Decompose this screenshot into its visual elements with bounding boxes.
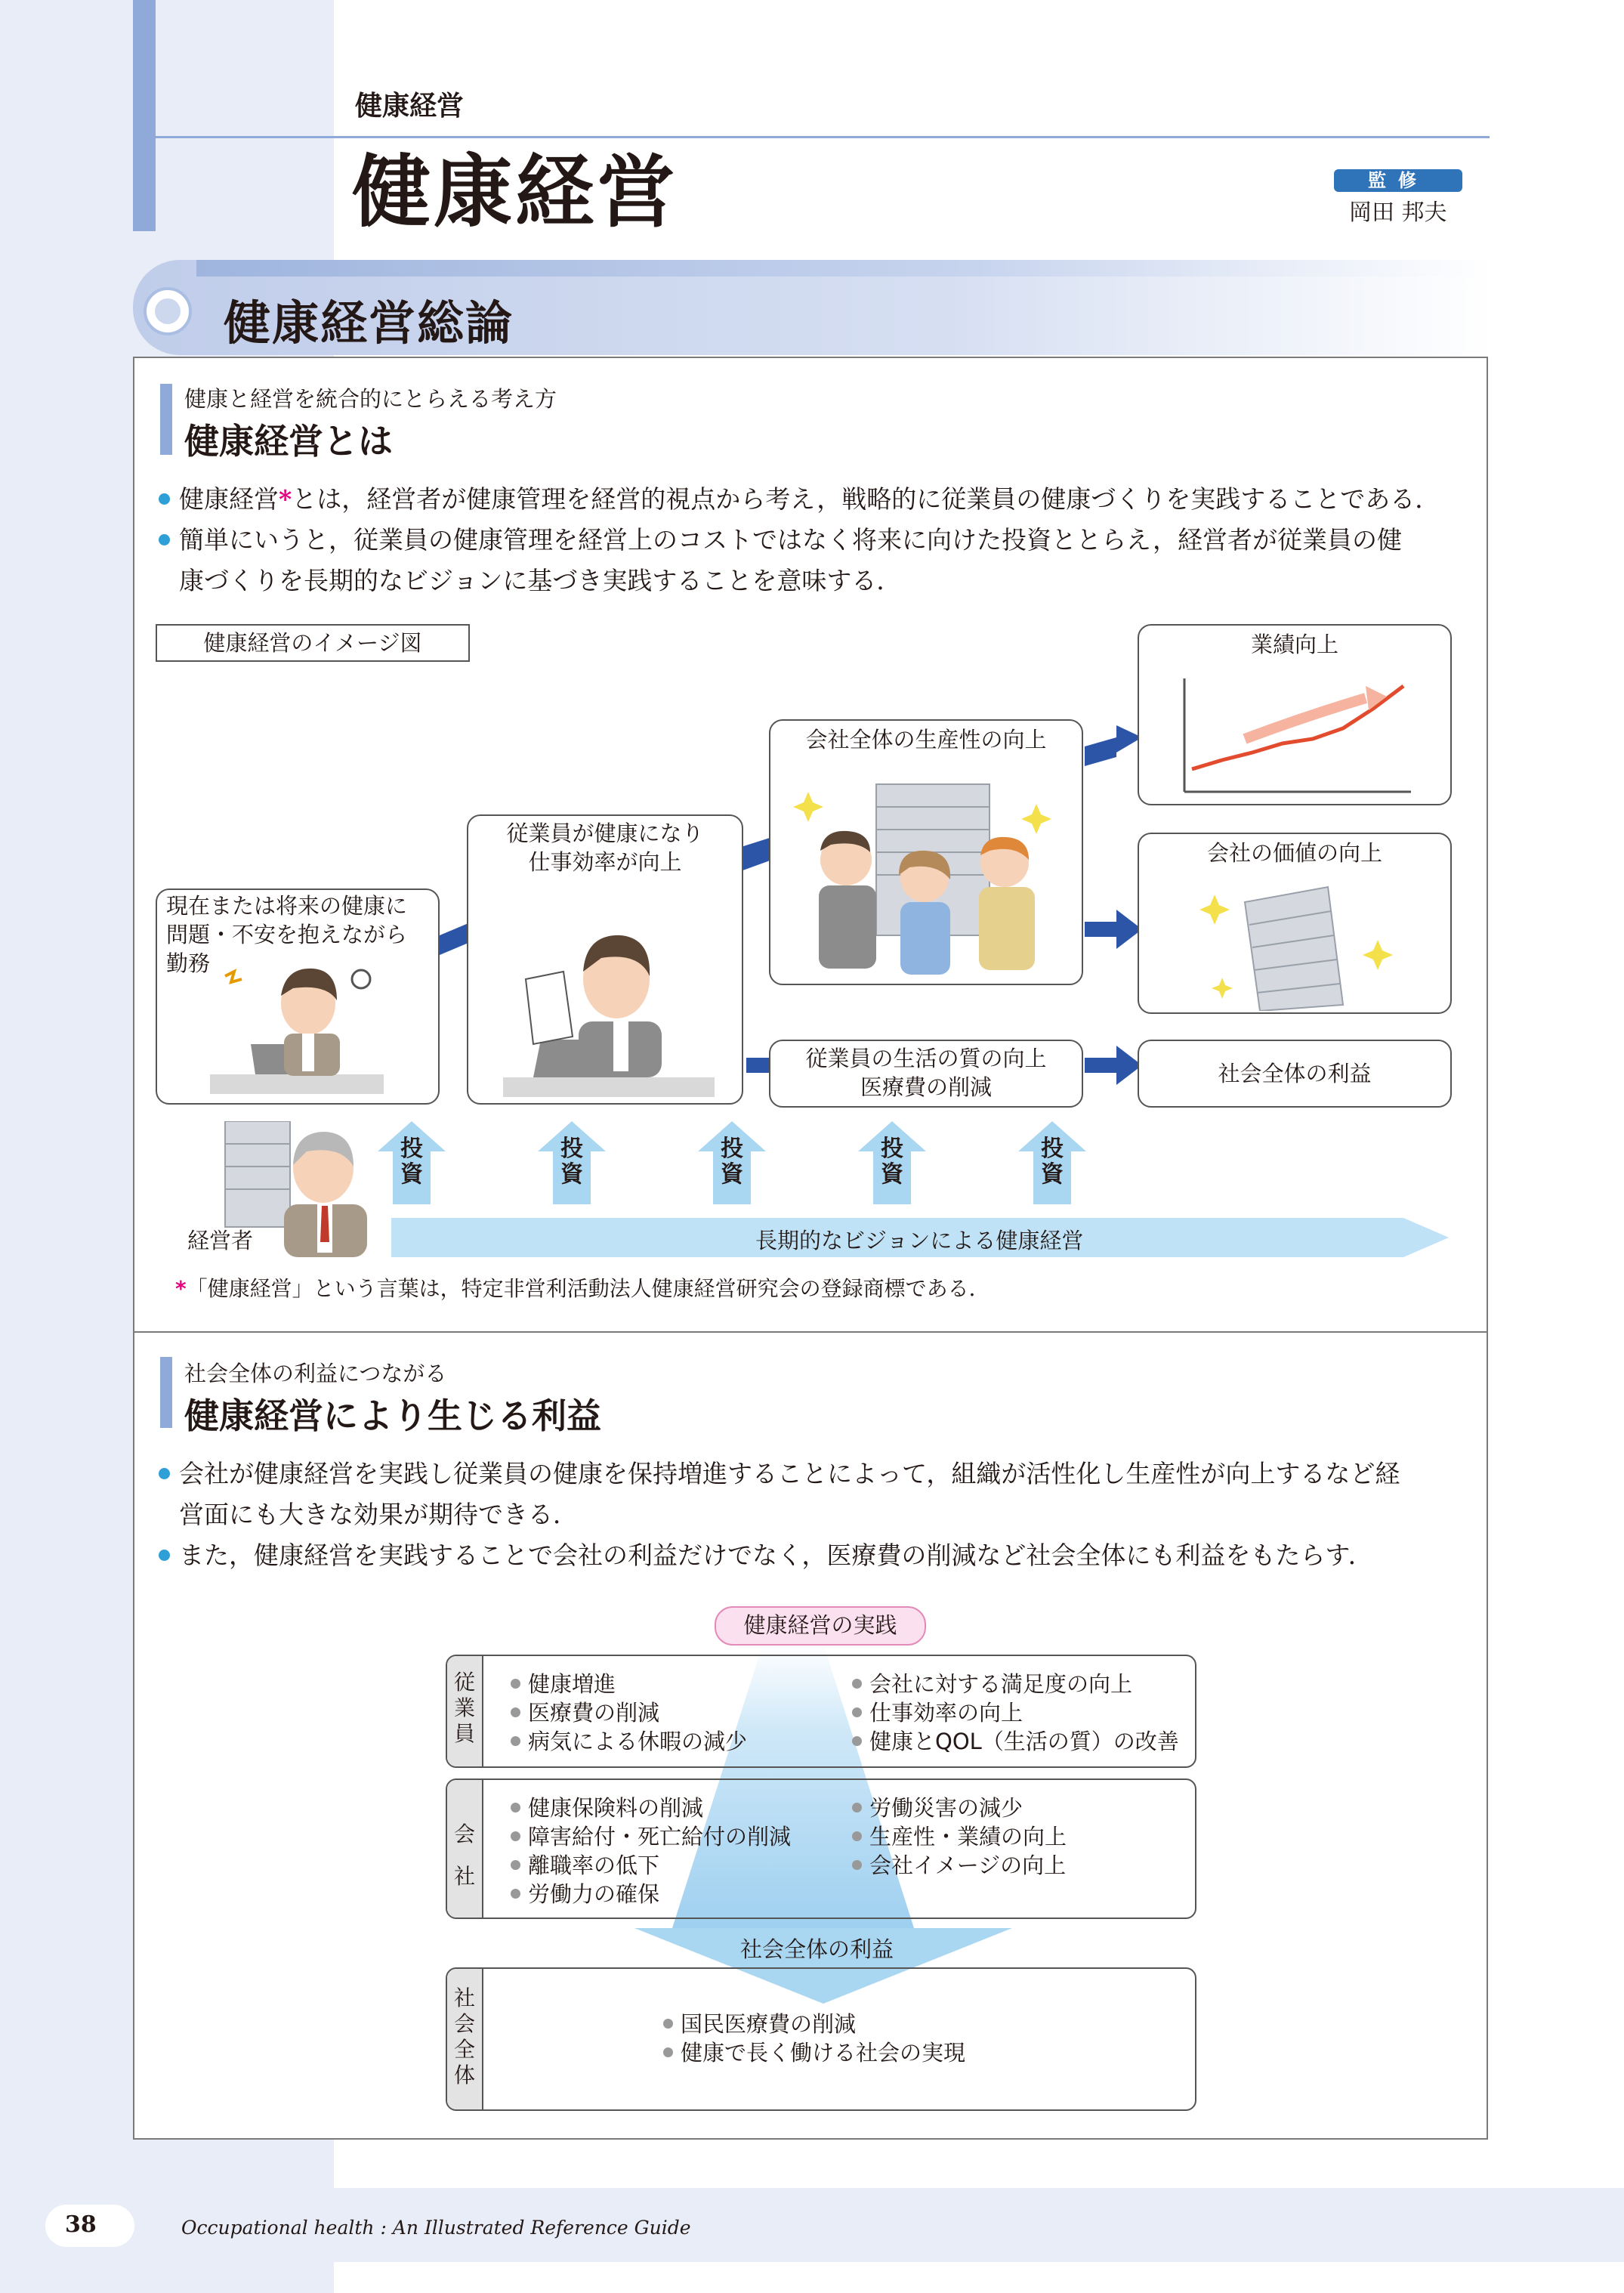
healthy-worker-illustration <box>503 888 715 1100</box>
practice-label: 健康経営の実践 <box>715 1606 926 1646</box>
book-title: Occupational health : An Illustrated Reference Guide <box>181 2217 691 2239</box>
card-current-state <box>156 888 440 1105</box>
bullet-icon <box>159 493 170 505</box>
card-performance <box>1138 624 1452 805</box>
invest-label: 投資 <box>560 1136 583 1188</box>
card-current-text: 現在または将来の健康に 問題・不安を抱えながら 勤務 <box>166 893 408 976</box>
trademark-asterisk: * <box>279 484 292 514</box>
chapter-label: 健康経営 <box>355 91 465 122</box>
list-item: 健康保険料の削減 <box>511 1794 791 1822</box>
employee-list-right <box>852 1670 1179 1756</box>
invest-label: 投資 <box>721 1136 743 1188</box>
subheading-small: 健康と経営を統合的にとらえる考え方 <box>184 386 557 412</box>
card-healthy-text: 従業員が健康になり 仕事効率が向上 <box>506 820 704 875</box>
footnote: *「健康経営」という言葉は，特定非営利活動法人健康経営研究会の登録商標である． <box>175 1276 990 1301</box>
manager-label: 経営者 <box>187 1228 254 1253</box>
employee-side-label <box>447 1656 483 1766</box>
employee-side-text: 従業員 <box>453 1670 475 1746</box>
section-band-highlight <box>196 260 1493 277</box>
building-character-illustration <box>1199 872 1396 1011</box>
list-item: 離職率の低下 <box>511 1851 791 1880</box>
bullet-icon <box>159 1550 170 1561</box>
list-item: 医療費の削減 <box>511 1698 747 1727</box>
card-productivity <box>769 719 1083 985</box>
list-item: 労働力の確保 <box>511 1880 791 1908</box>
bullet-icon <box>159 1468 170 1479</box>
society-benefits-box <box>446 1967 1196 2111</box>
bullet-paragraph-continuation: 康づくりを長期的なビジョンに基づき実践することを意味する． <box>179 566 902 595</box>
worried-worker-illustration <box>202 961 391 1097</box>
section-circle-inner <box>155 298 181 324</box>
footnote-asterisk: * <box>175 1276 187 1301</box>
invest-label: 投資 <box>400 1136 423 1188</box>
employee-benefits-box <box>446 1655 1196 1768</box>
list-item: 仕事効率の向上 <box>852 1698 1179 1727</box>
subheading-small: 社会全体の利益につながる <box>184 1361 447 1386</box>
company-benefits-box <box>446 1778 1196 1919</box>
list-item: 労働災害の減少 <box>852 1794 1067 1822</box>
trend-chart-icon <box>1177 671 1426 799</box>
supervisor-name: 岡田 邦夫 <box>1349 199 1447 226</box>
card-society <box>1138 1040 1452 1108</box>
section-title: 健康経営総論 <box>224 295 514 351</box>
society-list <box>663 2010 965 2067</box>
card-healthy-employee <box>467 814 743 1105</box>
header-rule <box>156 136 1490 138</box>
card-society-text: 社会全体の利益 <box>1218 1061 1372 1086</box>
header-accent-bar <box>133 0 156 231</box>
page-number: 38 <box>65 2211 97 2238</box>
bullet-paragraph-continuation: 営面にも大きな効果が期待できる． <box>179 1500 578 1529</box>
page-title: 健康経営 <box>352 146 679 238</box>
list-item: 病気による休暇の減少 <box>511 1727 747 1756</box>
list-item: 会社イメージの向上 <box>852 1851 1067 1880</box>
supervisor-badge: 監修 <box>1334 169 1462 192</box>
card-company-value <box>1138 833 1452 1014</box>
list-item: 健康とQOL（生活の質）の改善 <box>852 1727 1179 1756</box>
employee-list-left <box>511 1670 747 1756</box>
card-qol-text: 従業員の生活の質の向上 医療費の削減 <box>805 1046 1047 1100</box>
list-item: 障害給付・死亡給付の削減 <box>511 1822 791 1851</box>
invest-label: 投資 <box>881 1136 903 1188</box>
company-list-right <box>852 1794 1067 1880</box>
bullet-paragraph: 会社が健康経営を実践し従業員の健康を保持増進することによって，組織が活性化し生産性が向上するなど経 <box>159 1454 1465 1494</box>
list-item: 健康増進 <box>511 1670 747 1698</box>
subheading-bar <box>160 384 172 455</box>
content-divider <box>134 1331 1487 1333</box>
list-item: 会社に対する満足度の向上 <box>852 1670 1179 1698</box>
bullet-paragraph: 健康経営*とは，経営者が健康管理を経営的視点から考え，戦略的に従業員の健康づくりを実践することである． <box>159 479 1465 520</box>
bullet-paragraph: また，健康経営を実践することで会社の利益だけでなく，医療費の削減など社会全体にも利益をもたらす． <box>159 1535 1465 1576</box>
card-value-text: 会社の価値の向上 <box>1206 840 1382 866</box>
list-item: 国民医療費の削減 <box>663 2010 965 2038</box>
card-productivity-text: 会社全体の生産性の向上 <box>805 727 1047 752</box>
subheading-large: 健康経営により生じる利益 <box>184 1395 601 1436</box>
company-side-label <box>447 1780 483 1918</box>
subheading-bar <box>160 1357 172 1428</box>
long-term-label: 長期的なビジョンによる健康経営 <box>755 1228 1084 1253</box>
subheading-large: 健康経営とは <box>184 421 393 462</box>
card-performance-text: 業績向上 <box>1250 632 1338 657</box>
bullet-paragraph: 簡単にいうと，従業員の健康管理を経営上のコストではなく将来に向けた投資ととらえ，経営者が従業員の健 <box>159 520 1465 561</box>
bullet-icon <box>159 534 170 545</box>
team-illustration <box>786 762 1067 981</box>
card-qol <box>769 1040 1083 1108</box>
society-benefit-label: 社会全体の利益 <box>740 1936 894 1962</box>
society-side-text: 社会全体 <box>453 1986 475 2087</box>
figure-label: 健康経営のイメージ図 <box>156 624 470 662</box>
company-side-text: 会社 <box>453 1822 475 1889</box>
list-item: 生産性・業績の向上 <box>852 1822 1067 1851</box>
list-item: 健康で長く働ける社会の実現 <box>663 2038 965 2067</box>
company-list-left <box>511 1794 791 1908</box>
society-side-label <box>447 1969 483 2109</box>
invest-label: 投資 <box>1041 1136 1064 1188</box>
